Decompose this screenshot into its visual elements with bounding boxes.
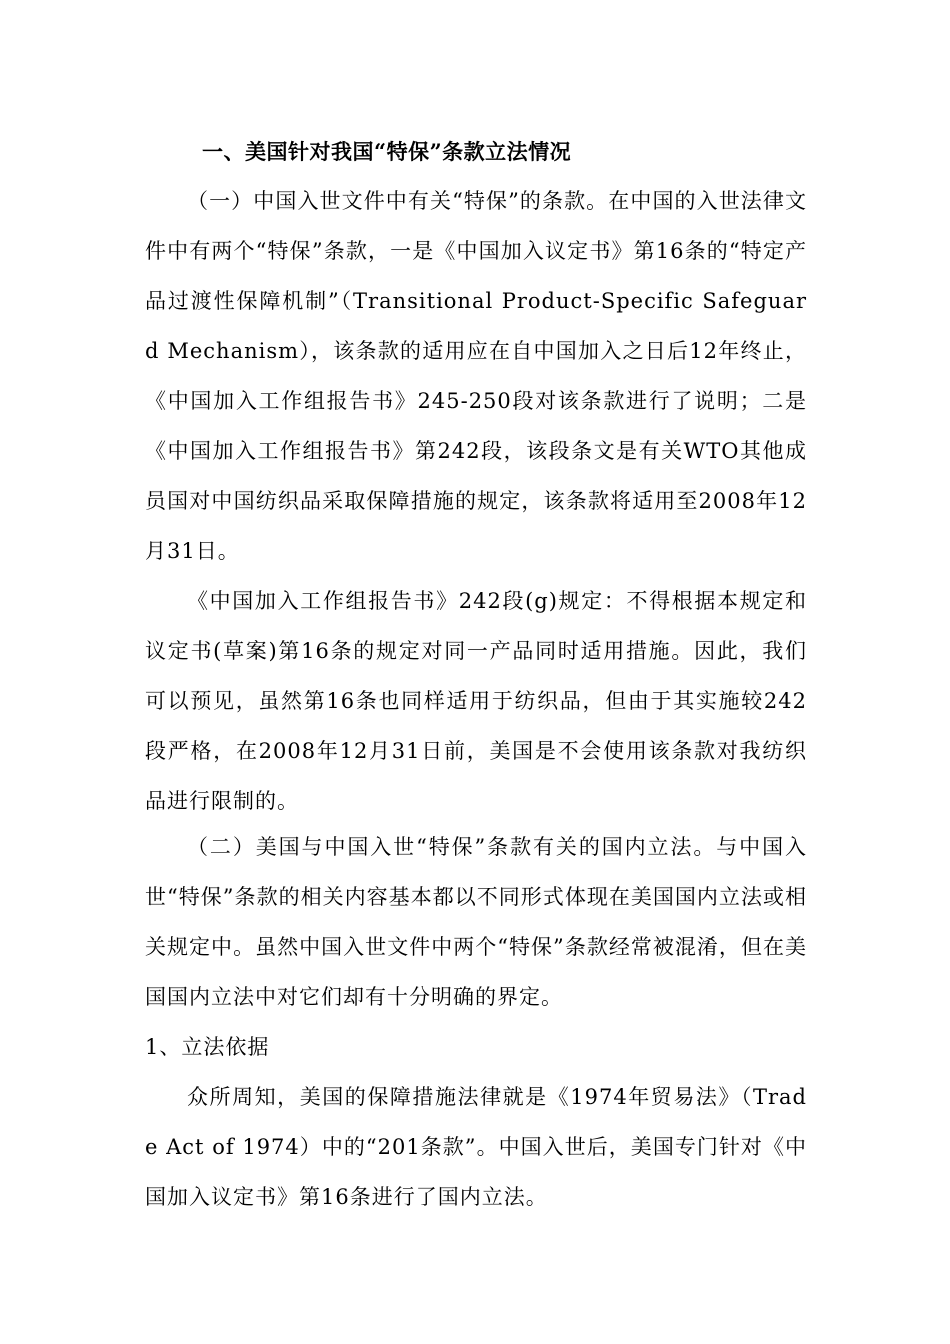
paragraph-report-242: 《中国加入工作组报告书》242段(g)规定：不得根据本规定和议定书(草案)第16条的规定对同一产品同时适用措施。因此，我们可以预见，虽然第16条也同样适用于纺织品，但由于其实施较242段严格，在2008年12月31日前，美国是不会使用该条款对我纺织品进行限制的。 xyxy=(145,589,807,813)
paragraph-us-domestic-legislation: （二）美国与中国入世“特保”条款有关的国内立法。与中国入世“特保”条款的相关内容基本都以不同形式体现在美国国内立法或相关规定中。虽然中国入世文件中两个“特保”条款经常被混淆，但在美国国内立法中对它们却有十分明确的界定。 xyxy=(145,835,807,1009)
subsection-heading-legal-basis: 1、立法依据 xyxy=(145,1035,270,1059)
paragraph-special-safeguard-clauses: （一）中国入世文件中有关“特保”的条款。在中国的入世法律文件中有两个“特保”条款，一是《中国加入议定书》第16条的“特定产品过渡性保障机制”（Transitional Product-Specific Safeguard Mechanism），该条款的适用应在自中国加入之日后12年终止，《中国加入工作组报告书》245-250段对该条款进行了说明；二是《中国加入工作组报告书》第242段，该段条文是有关WTO其他成员国对中国纺织品采取保障措施的规定，该条款将适用至2008年12月31日。 xyxy=(145,189,807,563)
paragraph-trade-act-1974: 众所周知，美国的保障措施法律就是《1974年贸易法》（Trade Act of 1974）中的“201条款”。中国入世后，美国专门针对《中国加入议定书》第16条进行了国内立法。 xyxy=(145,1085,807,1209)
section-heading: 一、美国针对我国“特保”条款立法情况 xyxy=(202,139,572,164)
